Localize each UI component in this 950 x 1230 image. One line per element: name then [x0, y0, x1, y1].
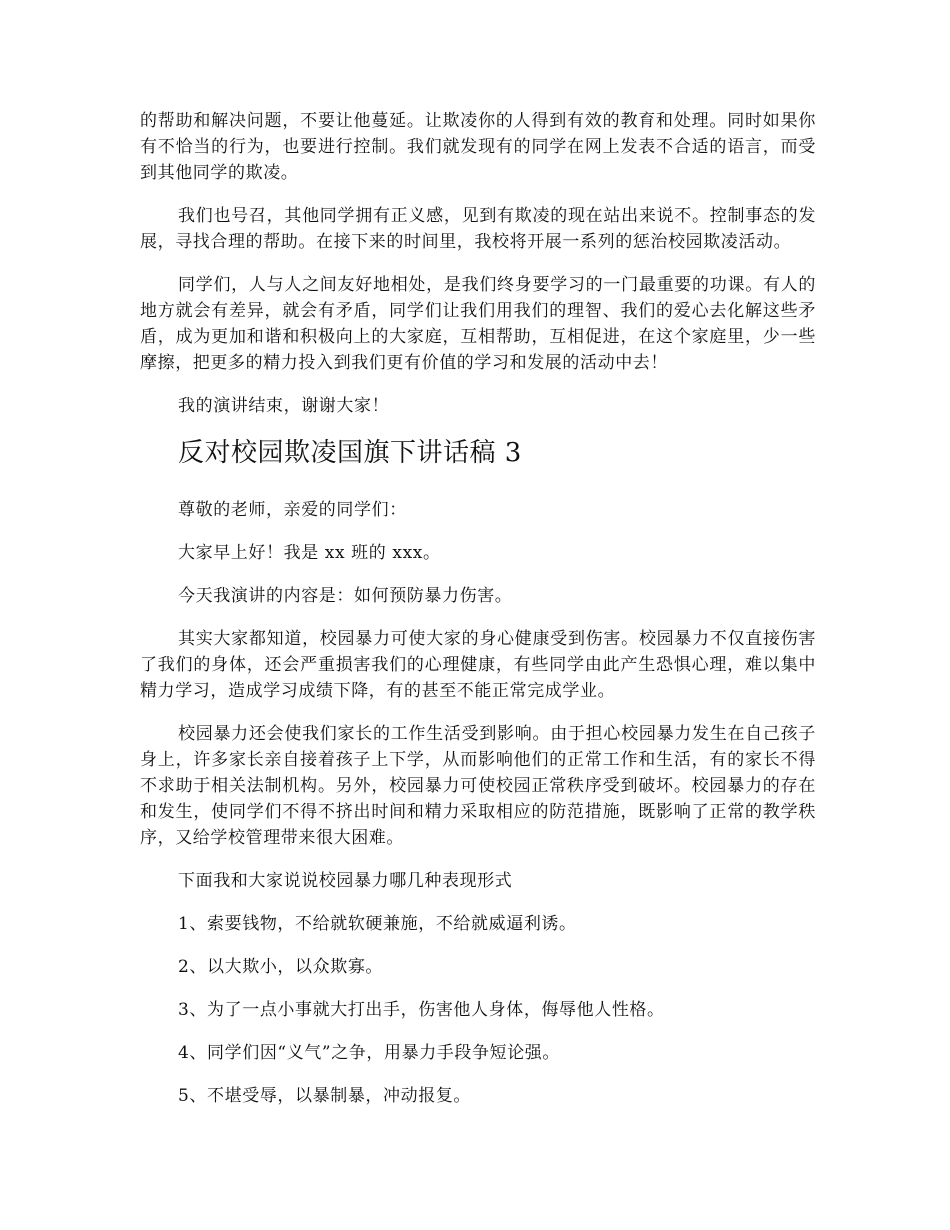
paragraph-continuation: 的帮助和解决问题，不要让他蔓延。让欺凌你的人得到有效的教育和处理。同时如果你有不恰当的行为，也要进行控制。我们就发现有的同学在网上发表不合适的语言，而受到其他同学的欺凌。 [140, 111, 816, 183]
list-item: 5、不堪受辱，以暴制暴，冲动报复。 [178, 1086, 472, 1106]
section-title: 反对校园欺凌国旗下讲话稿 3 [178, 438, 522, 468]
list-item: 3、为了一点小事就大打出手，伤害他人身体，侮辱他人性格。 [178, 1000, 665, 1020]
paragraph-harm-to-parents: 校园暴力还会使我们家长的工作生活受到影响。由于担心校园暴力发生在自己孩子身上，许多家长亲自接着孩子上下学，从而影响他们的正常工作和生活，有的家长不得不求助于相关法制机构。另外，校园暴力可使校园正常秩序受到破坏。校园暴力的存在和发生，使同学们不得不挤出时间和精力采取相应的防范措施，既影响了正常的教学秩序，又给学校管理带来很大困难。 [140, 724, 816, 848]
list-item: 2、以大欺小，以众欺寡。 [178, 957, 384, 977]
paragraph-introduction: 大家早上好！我是 xx 班的 xxx。 [178, 543, 441, 563]
list-item: 4、同学们因“义气”之争，用暴力手段争短论强。 [178, 1043, 560, 1063]
paragraph-topic: 今天我演讲的内容是：如何预防暴力伤害。 [178, 586, 513, 606]
paragraph-forms-intro: 下面我和大家说说校园暴力哪几种表现形式 [178, 871, 513, 891]
paragraph-closing: 我的演讲结束，谢谢大家！ [178, 396, 390, 416]
paragraph-harm-to-students: 其实大家都知道，校园暴力可使大家的身心健康受到伤害。校园暴力不仅直接伤害了我们的身体，还会严重损害我们的心理健康，有些同学由此产生恐惧心理，难以集中精力学习，造成学习成绩下降，有的甚至不能正常完成学业。 [140, 629, 816, 701]
paragraph-greeting: 尊敬的老师，亲爱的同学们： [178, 500, 407, 520]
list-item: 1、索要钱物，不给就软硬兼施，不给就威逼利诱。 [178, 914, 577, 934]
paragraph-harmony: 同学们，人与人之间友好地相处，是我们终身要学习的一门最重要的功课。有人的地方就会有差异，就会有矛盾，同学们让我们用我们的理智、我们的爱心去化解这些矛盾，成为更加和谐和积极向上的大家庭，互相帮助，互相促进，在这个家庭里，少一些摩擦，把更多的精力投入到我们更有价值的学习和发展的活动中去！ [140, 275, 816, 373]
document-page [140, 108, 816, 1126]
paragraph-call-for-justice: 我们也号召，其他同学拥有正义感，见到有欺凌的现在站出来说不。控制事态的发展，寻找合理的帮助。在接下来的时间里，我校将开展一系列的惩治校园欺凌活动。 [140, 206, 816, 252]
